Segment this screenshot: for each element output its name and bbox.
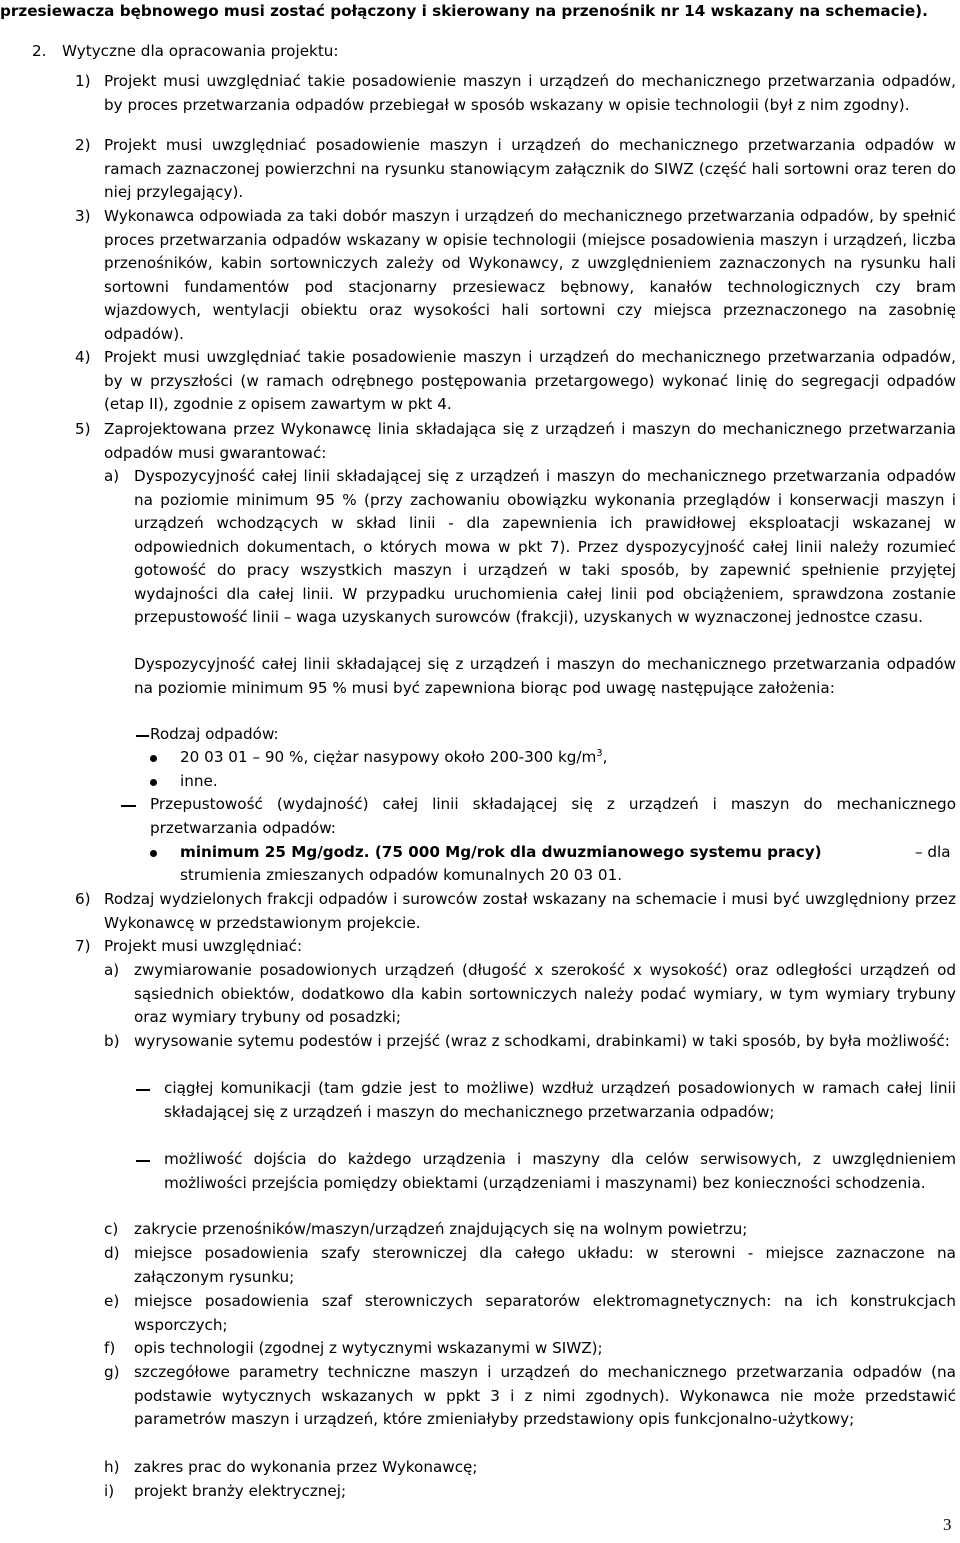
section-title: Wytyczne dla opracowania projektu:: [62, 42, 339, 60]
subitem-text: szczegółowe parametry techniczne maszyn i urządzeń do mechanicznego przetwarzania odpadów (na podstawie wytycznych wskazanych w ppkt 3 i z nimi zgodnych). Wykonawca nie może przedstawić parametrów maszyn i urządzeń, które zmieniałyby przedstawiony opis funkcjonalno-użytkowy;: [134, 1363, 956, 1428]
subitem-text: Dyspozycyjność całej linii składającej się z urządzeń i maszyn do mechanicznego przetwarzania odpadów na poziomie minimum 95 % musi być zapewniona biorąc pod uwagę następujące założenia:: [134, 655, 956, 697]
dash-text: możliwość dojścia do każdego urządzenia i maszyny dla celów serwisowych, z uwzględnieniem możliwości przejścia pomiędzy obiektami (urządzeniami i maszynami) bez konieczności schodzenia.: [164, 1150, 956, 1192]
subitem-text: zwymiarowanie posadowionych urządzeń (długość x szerokość x wysokość) oraz odległości urządzeń od sąsiednich obiektów, dodatkowo dla kabin sortowniczych należy podać wymiary, w tym wymiary trybuny oraz wymiary trybuny od posadzki;: [134, 961, 956, 1026]
subitem-label: b): [104, 1032, 120, 1050]
subitem-label: f): [104, 1339, 116, 1357]
bullet-text: strumienia zmieszanych odpadów komunalnych 20 03 01.: [180, 866, 623, 884]
section-number: 2.: [32, 42, 47, 60]
subitem-label: g): [104, 1363, 120, 1381]
bullet-text-bold: minimum 25 Mg/godz. (75 000 Mg/rok dla dwuzmianowego systemu pracy): [180, 843, 822, 861]
bullet: [150, 850, 157, 857]
dash-text: ciągłej komunikacji (tam gdzie jest to możliwe) wzdłuż urządzeń posadowionych w ramach całej linii składającej się z urządzeń i maszyn do mechanicznego przetwarzania odpadów;: [164, 1079, 956, 1121]
item-text: Projekt musi uwzględniać posadowienie maszyn i urządzeń do mechanicznego przetwarzania odpadów w ramach zaznaczonej powierzchni na rysunku stanowiącym załącznik do SIWZ (część hali sortowni oraz teren do niej przylegający).: [104, 136, 956, 201]
item-text: Projekt musi uwzględniać takie posadowienie maszyn i urządzeń do mechanicznego przetwarzania odpadów, by proces przetwarzania odpadów przebiegał w sposób wskazany w opisie technologii (był z nim zgodny).: [104, 72, 956, 114]
item-text: Rodzaj wydzielonych frakcji odpadów i surowców został wskazany na schemacie i musi być uwzględniony przez Wykonawcę w przedstawionym projekcie.: [104, 890, 956, 932]
list-heading: Rodzaj odpadów:: [150, 725, 279, 743]
item-label: 6): [75, 890, 91, 908]
subitem-label: c): [104, 1220, 119, 1238]
item-text: Projekt musi uwzględniać:: [104, 937, 303, 955]
dash-marker: [121, 805, 136, 807]
subitem-label: e): [104, 1292, 120, 1310]
dash-marker: [136, 1160, 150, 1162]
item-label: 3): [75, 207, 91, 225]
subitem-text: wyrysowanie sytemu podestów i przejść (wraz z schodkami, drabinkami) w taki sposób, by była możliwość:: [134, 1032, 950, 1050]
subitem-label: a): [104, 467, 120, 485]
subitem-text: zakrycie przenośników/maszyn/urządzeń znajdujących się na wolnym powietrzu;: [134, 1220, 748, 1238]
subitem-text: projekt branży elektrycznej;: [134, 1482, 347, 1500]
bullet: [150, 779, 157, 786]
dash-marker: [136, 735, 149, 737]
item-label: 7): [75, 937, 91, 955]
item-text: Zaprojektowana przez Wykonawcę linia składająca się z urządzeń i maszyn do mechanicznego przetwarzania odpadów musi gwarantować:: [104, 420, 956, 462]
subitem-label: i): [104, 1482, 115, 1500]
subitem-text: miejsce posadowienia szaf sterowniczych separatorów elektromagnetycznych: na ich konstrukcjach wsporczych;: [134, 1292, 956, 1334]
subitem-text: zakres prac do wykonania przez Wykonawcę;: [134, 1458, 478, 1476]
list-heading: Przepustowość (wydajność) całej linii składającej się z urządzeń i maszyn do mechanicznego przetwarzania odpadów:: [150, 795, 956, 837]
subitem-label: d): [104, 1244, 120, 1262]
bullet-text: inne.: [180, 772, 218, 790]
bullet: [150, 755, 157, 762]
bullet-text: 20 03 01 – 90 %, ciężar nasypowy około 200-300 $kg/m^3$,: [180, 748, 608, 766]
subitem-label: a): [104, 961, 120, 979]
item-label: 4): [75, 348, 91, 366]
item-label: 2): [75, 136, 91, 154]
bullet-text: – dla: [915, 843, 951, 861]
page-number: 3: [943, 1515, 952, 1534]
subitem-text: Dyspozycyjność całej linii składającej się z urządzeń i maszyn do mechanicznego przetwarzania odpadów na poziomie minimum 95 % (przy zachowaniu obowiązku wykonania przeglądów i konserwacji maszyn i urządzeń wchodzących w skład linii - dla zapewnienia ich prawidłowej eksploatacji wskazanej w odpowiednich dokumentach, o których mowa w pkt 7). Przez dyspozycyjność całej linii należy rozumieć gotowość do pracy wszystkich maszyn i urządzeń w taki sposób, by zapewnić spełnienie przyjętej wydajności dla całej linii. W przypadku uruchomienia całej linii pod obciążeniem, sprawdzona zostanie przepustowość linii – waga uzyskanych surowców (frakcji), uzyskanych w wyznaczonej jednostce czasu.: [134, 467, 956, 626]
subitem-text: opis technologii (zgodnej z wytycznymi wskazanymi w SIWZ);: [134, 1339, 603, 1357]
item-label: 5): [75, 420, 91, 438]
dash-marker: [136, 1089, 150, 1091]
subitem-label: h): [104, 1458, 120, 1476]
intro-paragraph: przesiewacza bębnowego musi zostać połączony i skierowany na przenośnik nr 14 wskazany na schemacie).: [0, 2, 928, 20]
item-label: 1): [75, 72, 91, 90]
item-text: Wykonawca odpowiada za taki dobór maszyn i urządzeń do mechanicznego przetwarzania odpadów, by spełnić proces przetwarzania odpadów wskazany w opisie technologii (miejsce posadowienia maszyn i urządzeń, liczba przenośników, kabin sortowniczych zależy od Wykonawcy, z uwzględnieniem zaznaczonych na rysunku hali sortowni fundamentów pod stacjonarny przesiewacz bębnowy, kanałów technologicznych czy bram wjazdowych, wentylacji obiektu oraz wysokości hali sortowni czy miejsca przeznaczonego na zasobnię odpadów).: [104, 207, 956, 343]
item-text: Projekt musi uwzględniać takie posadowienie maszyn i urządzeń do mechanicznego przetwarzania odpadów, by w przyszłości (w ramach odrębnego postępowania przetargowego) wykonać linię do segregacji odpadów (etap II), zgodnie z opisem zawartym w pkt 4.: [104, 348, 956, 413]
subitem-text: miejsce posadowienia szafy sterowniczej dla całego układu: w sterowni - miejsce zaznaczone na załączonym rysunku;: [134, 1244, 956, 1286]
